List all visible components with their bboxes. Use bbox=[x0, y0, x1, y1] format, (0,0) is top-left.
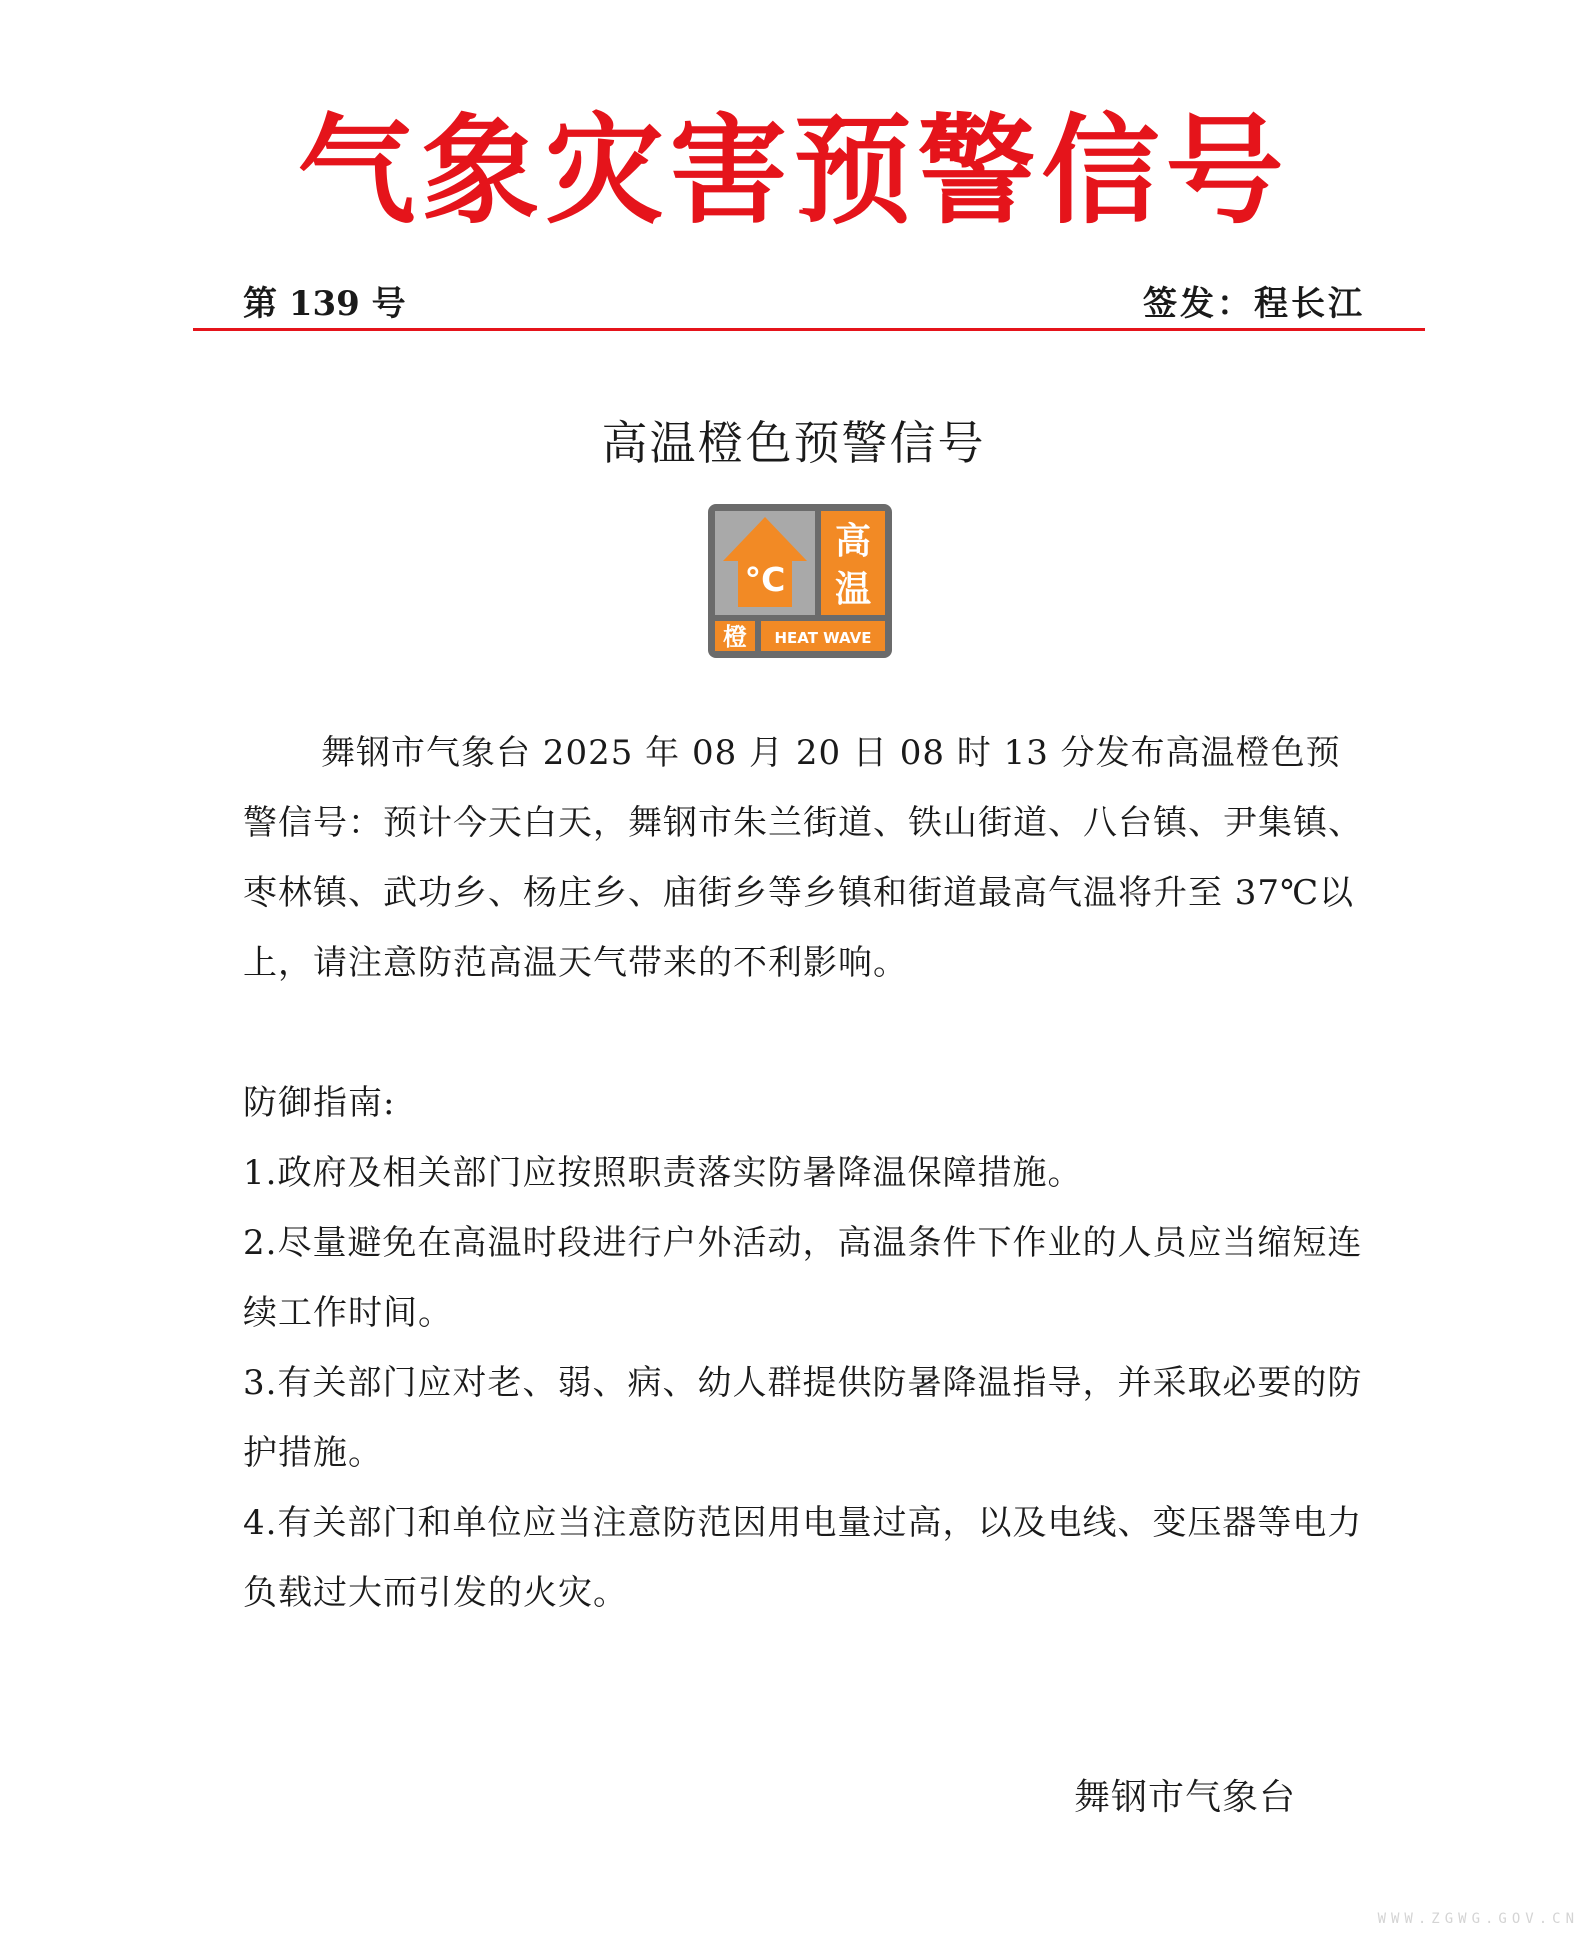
heat-wave-orange-signal-icon bbox=[707, 503, 893, 659]
guide-item: 4.有关部门和单位应当注意防范因用电量过高，以及电线、变压器等电力负载过大而引发的火灾。 bbox=[243, 1503, 1363, 1613]
guide-item: 2.尽量避免在高温时段进行户外活动，高温条件下作业的人员应当缩短连续工作时间。 bbox=[243, 1223, 1363, 1333]
signer: 签发：程长江 bbox=[1143, 284, 1365, 324]
heat-wave-label: HEAT WAVE bbox=[774, 629, 872, 647]
guide-item: 1.政府及相关部门应按照职责落实防暑降温保障措施。 bbox=[243, 1153, 1083, 1193]
warning-lead-paragraph: 舞钢市气象台 2025 年 08 月 20 日 08 时 13 分发布高温橙色预警信号：预计今天白天，舞钢市朱兰街道、铁山街道、八台镇、尹集镇、枣林镇、武功乡、杨庄乡、庙街乡等乡镇和街道最高气温将升至 37℃以上，请注意防范高温天气带来的不利影响。 bbox=[243, 733, 1363, 983]
level-char: 橙 bbox=[723, 623, 747, 651]
issuer-sign-off: 舞钢市气象台 bbox=[1074, 1777, 1297, 1818]
signal-icon-graphic bbox=[707, 503, 893, 659]
guide-heading: 防御指南: bbox=[243, 1083, 396, 1123]
masthead-title: 气象灾害预警信号 bbox=[297, 102, 1290, 240]
document-title: 高温橙色预警信号 bbox=[601, 416, 986, 470]
issue-row bbox=[243, 282, 1365, 326]
site-watermark: WWW.ZGWG.GOV.CN bbox=[1377, 1911, 1579, 1927]
guide-item: 3.有关部门应对老、弱、病、幼人群提供防暑降温指导，并采取必要的防护措施。 bbox=[243, 1363, 1363, 1473]
red-divider bbox=[193, 328, 1425, 331]
defense-guide bbox=[243, 1068, 1363, 1628]
temperature-symbol: °C bbox=[744, 560, 786, 599]
issue-number: 第 139 号 bbox=[243, 284, 406, 324]
category-char-2: 温 bbox=[834, 569, 872, 610]
category-char-1: 高 bbox=[834, 521, 872, 562]
